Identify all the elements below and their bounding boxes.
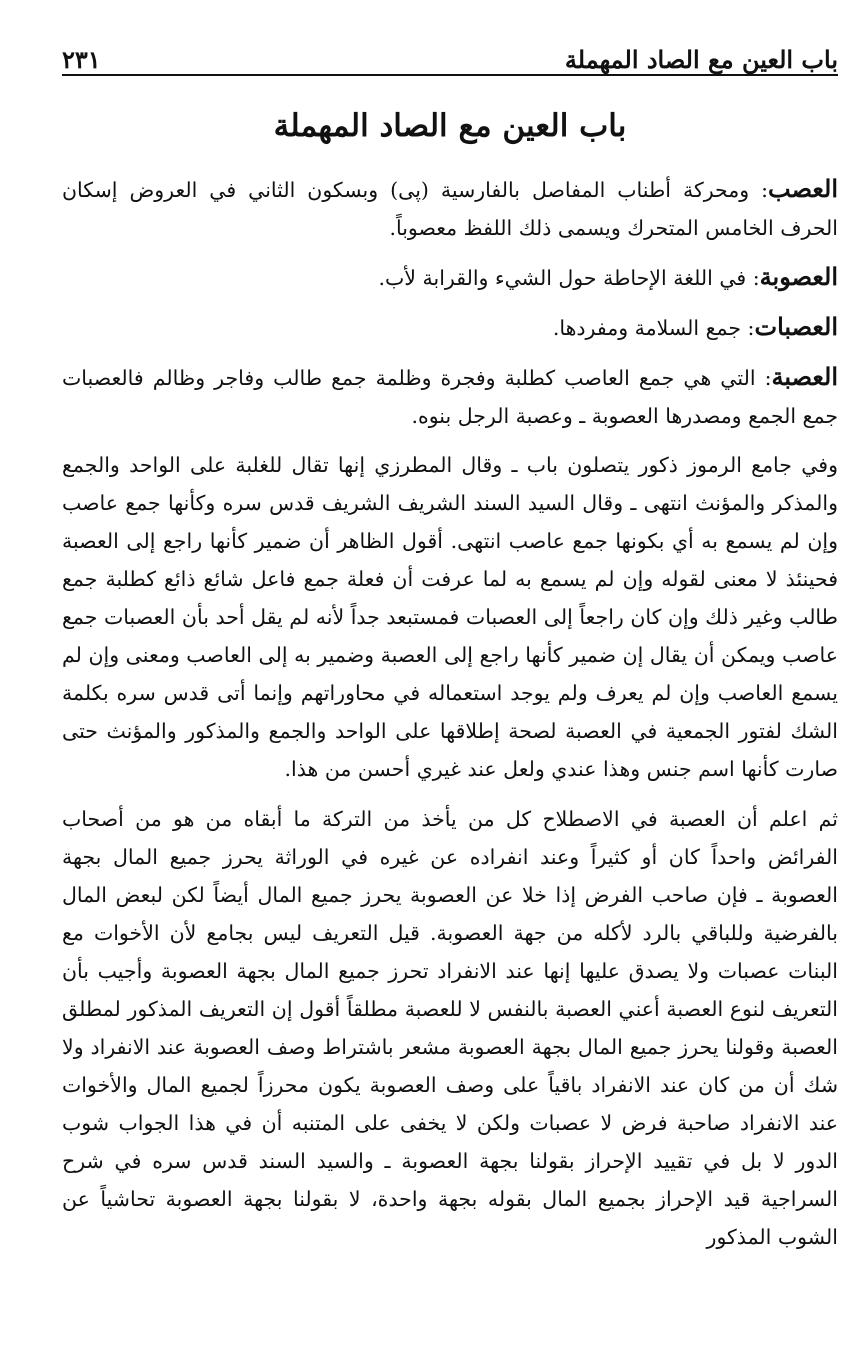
entry-separator: : [749,178,769,202]
entry-term: العصبات [754,312,838,341]
entry-separator: : [755,366,772,390]
dictionary-entry [62,358,838,435]
dictionary-entry [62,258,838,297]
header-rule [62,74,838,76]
page-body [62,170,838,1268]
running-title: باب العين مع الصاد المهملة [564,45,838,74]
entry-definition: التي هي جمع العاصب كطلبة وفجرة وظلمة جمع طالب وفاجر وظالم فالعصبات جمع الجمع ومصدرها العصوبة ـ وعصبة الرجل بنوه. [62,366,838,428]
body-paragraph: وفي جامع الرموز ذكور يتصلون باب ـ وقال المطرزي إنها تقال للغلبة على الواحد والجمع والمذكر والمؤنث انتهى ـ وقال السيد السند الشريف الشريف قدس سره وكأنها جمع عاصب وإن لم يسمع به أي بكونها جمع عاصب انتهى. أقول الظاهر أن ضمير كأنها راجع إلى العصبة فحينئذ لا معنى لقوله وإن لم يسمع به لما عرفت أن فعلة جمع فاعل شائع ذائع كطلبة جمع طالب وغير ذلك وإن كان راجعاً إلى العصبات فمستبعد جداً لأنه لم يقل أحد بأن العصبات جمع عاصب ويمكن أن يقال إن ضمير كأنها راجع إلى العصبة وضمير به إلى العاصب ومعنى وإن لم يسمع العاصب وإن لم يعرف ولم يوجد استعماله في محاوراتهم وإنما أتى قدس سره بكلمة الشك لفتور الجمعية في العصبة لصحة إطلاقها على الواحد والجمع والمذكور والمؤنث حتى صارت كأنها اسم جنس وهذا عندي ولعل عند غيري أحسن من هذا. [62,453,838,781]
entry-term: العصب [768,174,838,203]
entry-separator: : [741,316,755,340]
body-paragraph: ثم اعلم أن العصبة في الاصطلاح كل من يأخذ من التركة ما أبقاه من هو من أصحاب الفرائض واحداً كان أو كثيراً وعند انفراده عن غيره في الوراثة يحرز جميع المال بجهة العصوبة ـ فإن صاحب الفرض إذا خلا عن العصوبة يحرز جميع المال أيضاً لكن لبعض المال بالفرضية وللباقي بالرد لأكله من جهة العصوبة. قيل التعريف ليس بجامع لأن الأخوات مع البنات عصبات ولا يصدق عليها إنها عند الانفراد تحرز جميع المال بجهة العصوبة وأجيب بأن التعريف لنوع العصبة أعني العصبة بالنفس لا للعصبة مطلقاً أقول إن التعريف المذكور لمطلق العصبة وقولنا يحرز جميع المال بجهة العصوبة مشعر باشتراط وصف العصوبة عند الانفراد ولا شك أن من كان عند الانفراد باقياً على وصف العصوبة يكون محرزاً لجميع المال والأخوات عند الانفراد صاحبة فرض لا عصبات ولكن لا يخفى على المتنبه أن في هذا الجواب شوب الدور لا بل في تقييد الإحراز بقولنا بجهة العصوبة ـ والسيد السند قدس سره في شرح السراجية قيد الإحراز بجميع المال بقوله بجهة واحدة، لا بقولنا بجهة العصوبة تحاشياً عن الشوب المذكور [62,807,838,1249]
page-number: ٢٣١ [62,45,101,74]
dictionary-entry [62,308,838,347]
entry-term: العصبة [771,362,838,391]
entry-definition: ومحركة أطناب المفاصل بالفارسية (پى) وبسكون الثاني في العروض إسكان الحرف الخامس المتحرك ويسمى ذلك اللفظ معصوباً. [62,178,838,240]
entry-definition: جمع السلامة ومفردها. [552,316,742,340]
entry-separator: : [746,266,760,290]
entry-term: العصوبة [759,262,838,291]
dictionary-entry [62,170,838,247]
chapter-title: باب العين مع الصاد المهملة [273,108,627,144]
running-header [62,30,838,72]
entry-definition: في اللغة الإحاطة حول الشيء والقرابة لأب. [378,266,747,290]
